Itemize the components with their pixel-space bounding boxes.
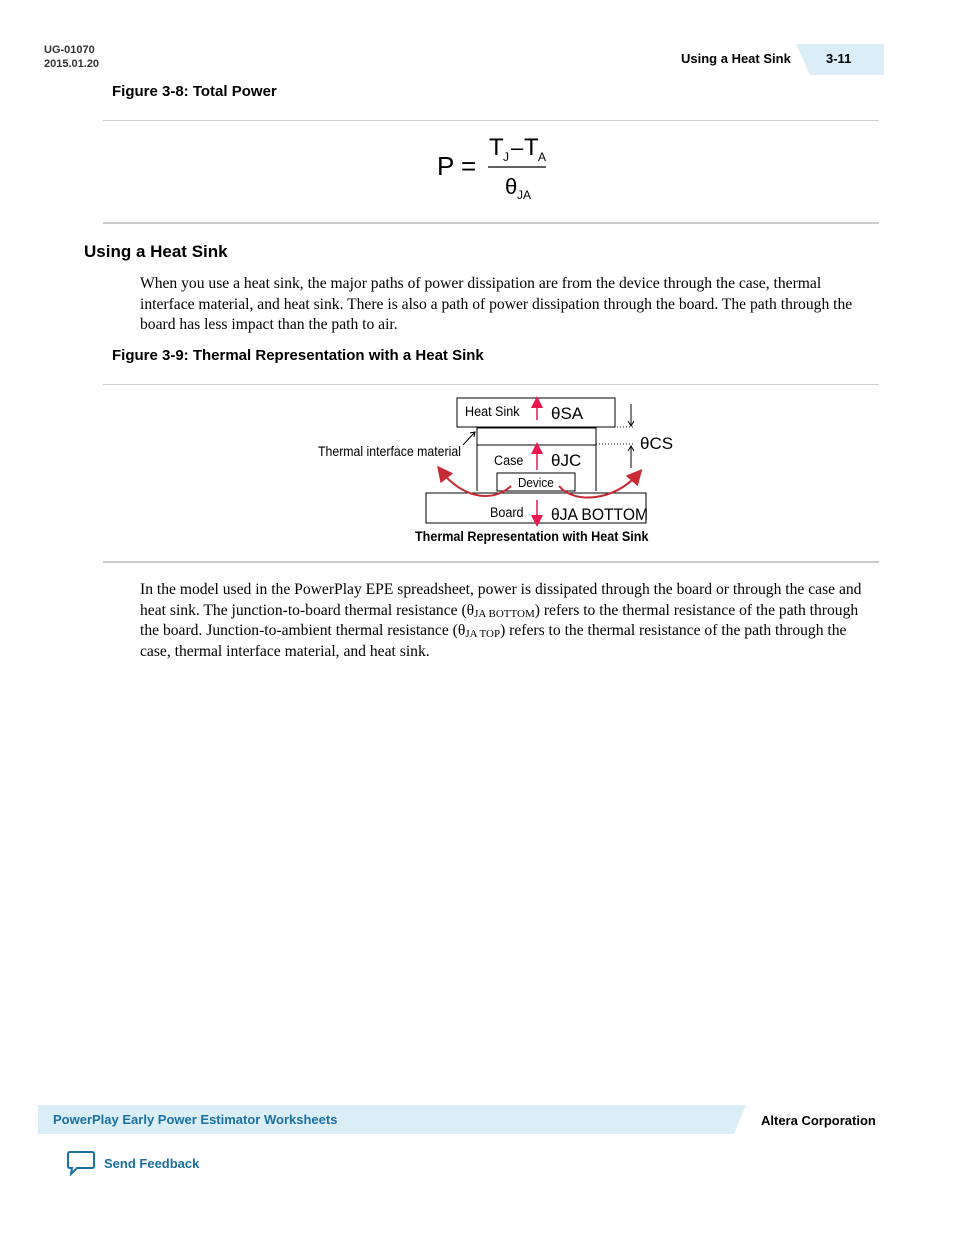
equation-equals: = [461,151,477,181]
figure-top-rule [103,120,879,121]
case-label: Case [494,452,524,469]
thermal-diagram [300,390,700,550]
footer-company: Altera Corporation [761,1113,876,1128]
send-feedback-link[interactable] [66,1150,199,1176]
document-id [44,43,99,71]
doc-number: UG-01070 [44,44,95,56]
figure-bottom-rule [103,222,879,224]
header-page-number: 3-11 [826,51,852,66]
speech-bubble-icon [66,1150,96,1176]
equation-denominator: θ [505,174,518,199]
send-feedback-label: Send Feedback [104,1155,200,1171]
para2-part2: ) refers to the thermal resistance of the path through the board. Junction-to-ambient thermal resistance (θ [140,601,859,639]
theta-jc-label: θJC [551,451,582,470]
footer-doc-title[interactable]: PowerPlay Early Power Estimator Worksheets [53,1112,338,1127]
equation-sub-j: J [503,150,509,164]
figure-3-9-bottom-rule [103,561,879,563]
figure-3-9-caption: Figure 3-9: Thermal Representation with a Heat Sink [112,347,484,364]
header-section-title: Using a Heat Sink [681,51,791,66]
equation-sub-a: A [538,150,547,164]
equation-numerator-t2: T [524,134,539,161]
doc-date: 2015.01.20 [44,58,100,70]
board-label: Board [490,504,524,521]
para2-sub-ja-top: JA TOP [465,628,501,640]
tim-label: Thermal interface material [318,443,461,460]
equation-numerator-t1: T [489,134,504,161]
theta-sa-label: θSA [551,404,584,423]
tim-leader-line [463,432,475,445]
figure-3-9-top-rule [103,384,879,385]
equation-sub-ja: JA [517,188,532,202]
tim-layer [477,428,596,445]
body-paragraph-1: When you use a heat sink, the major paths of power dissipation are from the device through the case, thermal interface material, and heat sink. There is also a path of power dissipation through the board. The path through the board has less impact than the path to air. [140,275,853,333]
diagram-title: Thermal Representation with Heat Sink [415,528,649,545]
para2-part1: In the model used in the PowerPlay EPE spreadsheet, power is dissipated through the board or through the case and heat sink. The junction-to-board thermal resistance (θ [140,581,862,619]
equation-minus: – [511,135,524,160]
para2-part3: ) refers to the thermal resistance of the path through the case, thermal interface material, and heat sink. [140,622,847,660]
para2-sub-ja-bottom: JA BOTTOM [474,607,535,620]
device-label: Device [518,475,554,491]
figure-3-8-caption: Figure 3-8: Total Power [112,83,277,100]
theta-cs-label: θCS [640,434,674,453]
body-paragraph-2 [140,580,875,662]
heat-sink-label: Heat Sink [465,403,520,420]
total-power-equation [420,128,580,208]
theta-ja-bottom-label: θJA BOTTOM [551,505,649,525]
section-heading: Using a Heat Sink [84,242,228,261]
equation-lhs: P [437,151,455,181]
